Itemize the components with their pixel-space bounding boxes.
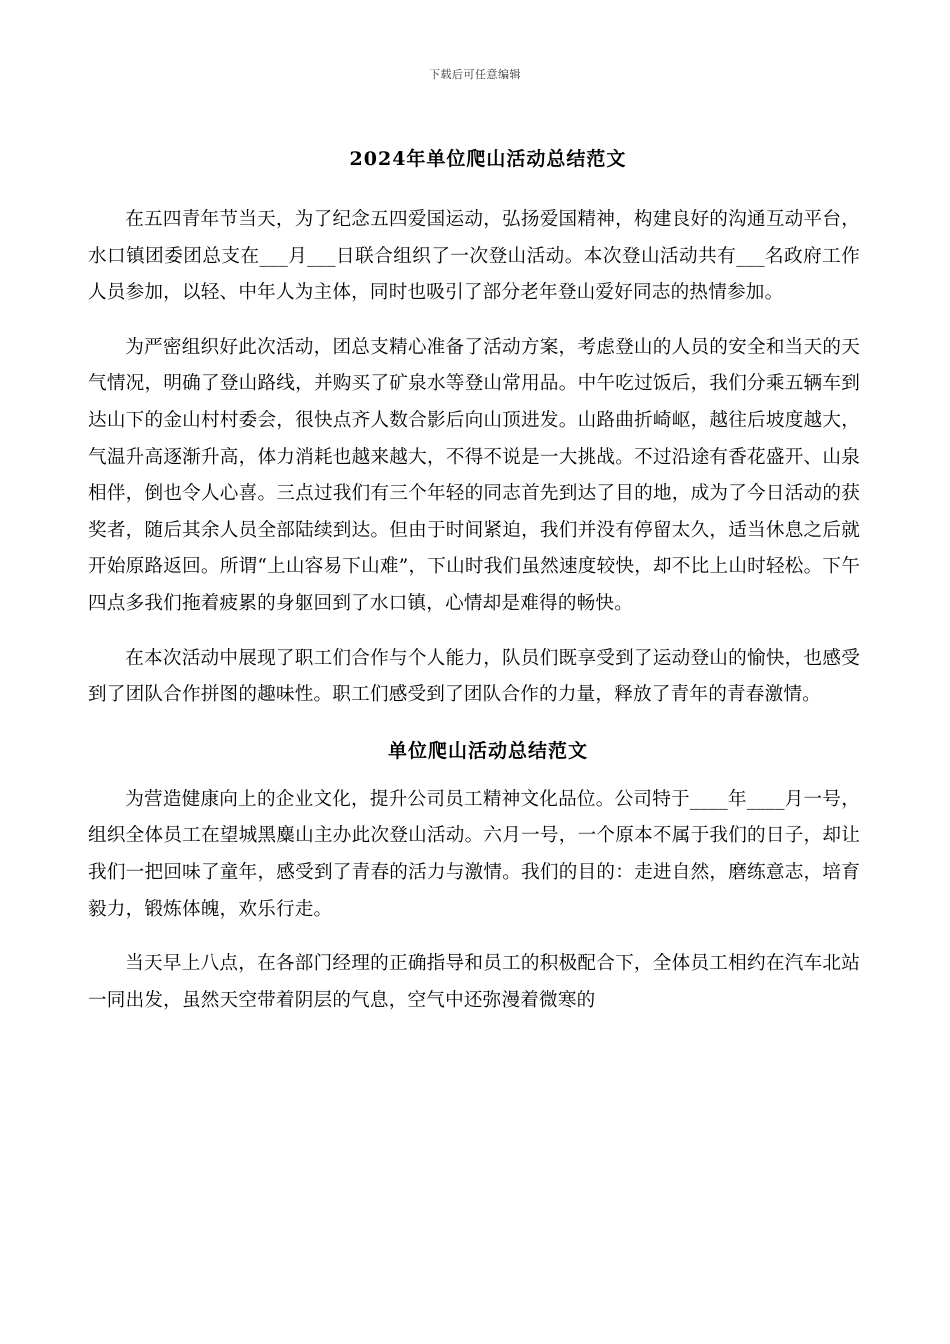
document-body <box>88 142 860 1019</box>
paragraph: 当天早上八点，在各部门经理的正确指导和员工的积极配合下，全体员工相约在汽车北站一同出发，虽然天空带着阴层的气息，空气中还弥漫着微寒的 <box>88 953 860 1011</box>
paragraph: 为严密组织好此次活动，团总支精心准备了活动方案，考虑登山的人员的安全和当天的天气情况，明确了登山路线，并购买了矿泉水等登山常用品。中午吃过饭后，我们分乘五辆车到达山下的金山村村委会，很快点齐人数合影后向山顶进发。山路曲折崎岖，越往后坡度越大，气温升高逐渐升高，体力消耗也越来越大，不得不说是一大挑战。不过沿途有香花盛开、山泉相伴，倒也令人心喜。三点过我们有三个年轻的同志首先到达了目的地，成为了今日活动的获奖者，随后其余人员全部陆续到达。但由于时间紧迫，我们并没有停留太久，适当休息之后就开始原路返回。所谓“上山容易下山难”，下山时我们虽然速度较快，却不比上山时轻松。下午四点多我们拖着疲累的身躯回到了水口镇，心情却是难得的畅快。 <box>88 336 860 614</box>
paragraph: 为营造健康向上的企业文化，提升公司员工精神文化品位。公司特于____年____月一号，组织全体员工在望城黑麋山主办此次登山活动。六月一号，一个原本不属于我们的日子，却让我们一把回味了童年，感受到了青春的活力与激情。我们的目的：走进自然，磨练意志，培育毅力，锻炼体魄，欢乐行走。 <box>88 788 860 920</box>
article-title: 2024年单位爬山活动总结范文 <box>349 148 627 170</box>
header-note: 下载后可任意编辑 <box>429 68 521 81</box>
section-title: 单位爬山活动总结范文 <box>387 739 588 762</box>
paragraph: 在五四青年节当天，为了纪念五四爱国运动，弘扬爱国精神，构建良好的沟通互动平台，水口镇团委团总支在___月___日联合组织了一次登山活动。本次登山活动共有___名政府工作人员参加，以轻、中年人为主体，同时也吸引了部分老年登山爱好同志的热情参加。 <box>88 209 860 304</box>
paragraph: 在本次活动中展现了职工们合作与个人能力，队员们既享受到了运动登山的愉快，也感受到了团队合作拼图的趣味性。职工们感受到了团队合作的力量，释放了青年的青春激情。 <box>88 647 860 706</box>
